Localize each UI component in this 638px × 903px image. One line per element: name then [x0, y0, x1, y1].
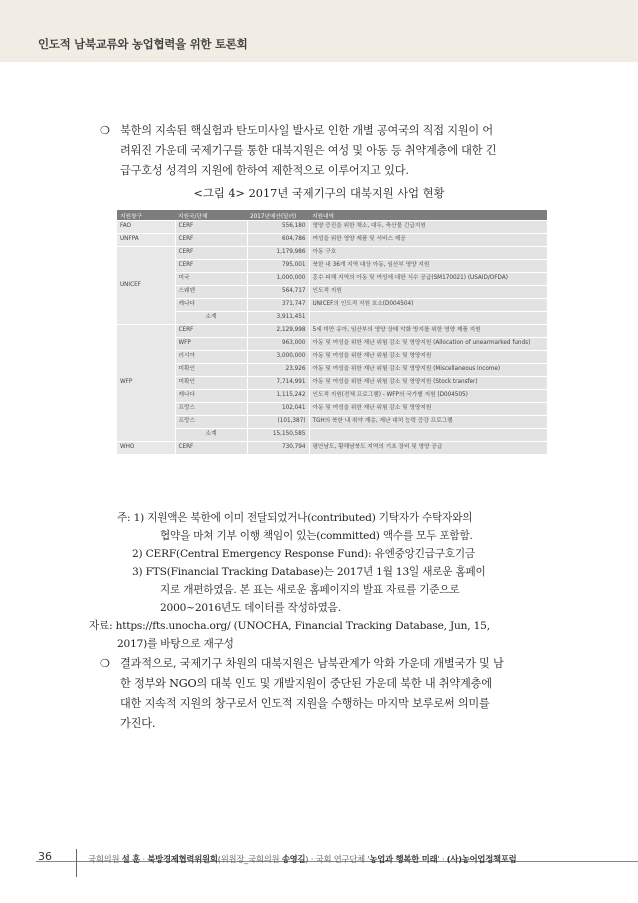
page-number: 36 [38, 850, 52, 863]
table-row [117, 273, 547, 286]
table-cell-amount: 7,714,991 [247, 377, 309, 390]
table-cell-detail: 아동 및 여성을 위한 재난 위험 감소 및 영양지원 [309, 403, 547, 416]
table-cell-donor: CERF [175, 325, 247, 338]
table-row [117, 429, 547, 442]
table-cell-detail: 아동 및 여성을 위한 재난 위험 감소 및 영양지원 [309, 351, 547, 364]
table-row [117, 338, 547, 351]
table-cell-amount: 3,911,451 [247, 312, 309, 325]
table-row [117, 390, 547, 403]
footer-text: ) · 국회 연구단체 ' [305, 854, 370, 864]
table-cell-detail: 아동 및 여성을 위한 재난 위험 감소 및 영양지원 (Allocation of unearmarked funds) [309, 338, 547, 351]
table-cell-donor: 프랑스 [175, 416, 247, 429]
table-cell-detail: TGH의 북한 내 취약 계층, 재난 대처 능력 증강 프로그램 [309, 416, 547, 429]
table-row [117, 260, 547, 273]
aid-table [117, 210, 548, 455]
table-cell-donor: 캐나다 [175, 299, 247, 312]
header-bar [0, 0, 638, 62]
table-cell-detail: 아동 및 여성을 위한 재난 위험 감소 및 영양지원 (Stock transfer) [309, 377, 547, 390]
footer-forum: (사)농어업정책포럼 [446, 854, 517, 864]
footer-divider [76, 849, 77, 877]
table-cell-detail: 홍수 피해 지역의 아동 및 여성에 대한 식수 공급(SM170021) (USAID/OFDA) [309, 273, 547, 286]
paragraph-line: 북한의 지속된 핵실험과 탄도미사일 발사로 인한 개별 공여국의 직접 지원이 어 [120, 124, 493, 137]
table-cell-amount: 564,717 [247, 286, 309, 299]
column-header: 지원내역 [309, 210, 547, 221]
table-cell-detail [309, 429, 547, 442]
footer-name: 송영길 [281, 854, 306, 864]
column-header: 2017년예산(달러) [247, 210, 309, 221]
column-header: 지원국/단체 [175, 210, 247, 221]
table-cell-donor: 캐나다 [175, 390, 247, 403]
table-row [117, 416, 547, 429]
note-line: 주: 1) 지원액은 북한에 이미 전달되었거나(contributed) 기탁자가 수탁자와의 [117, 512, 473, 524]
paragraph-conclusion [100, 654, 550, 734]
footer-committee: 북방경제협력위원회 [147, 854, 218, 864]
table-cell-detail: 아동 및 여성을 위한 재난 위험 감소 및 영양지원 (Miscellaneous income) [309, 364, 547, 377]
table-row [117, 351, 547, 364]
table-cell-amount: 604,786 [247, 234, 309, 247]
table-cell-detail: UNICEF의 인도적 지원 호소(D004504) [309, 299, 547, 312]
paragraph-line: 한 정부와 NGO의 대북 인도 및 개발지원이 중단된 가운데 북한 내 취약계층에 [120, 677, 492, 690]
footer-text: ' · [437, 854, 447, 864]
footer-group: 농업과 행복한 미래 [369, 854, 438, 864]
table-row [117, 325, 547, 338]
note-line: 협약을 마쳐 기부 이행 책임이 있는(committed) 액수를 모두 포함함. [160, 530, 473, 542]
table-header-row [117, 210, 547, 221]
table-cell-amount: 730,794 [247, 442, 309, 455]
table-cell-donor: CERF [175, 234, 247, 247]
table-cell-detail: 영양 증진을 위한 채소, 대두, 축산물 긴급지원 [309, 221, 547, 234]
table-row [117, 377, 547, 390]
paragraph-line: 대한 지속적 지원의 창구로서 인도적 지원을 수행하는 마지막 보루로써 의미를 [120, 697, 490, 710]
bullet-icon: ❍ [100, 657, 110, 670]
table-cell-amount: 15,150,585 [247, 429, 309, 442]
table-cell-donor: WFP [175, 338, 247, 351]
table-cell-donor: 미확인 [175, 377, 247, 390]
note-line: 지로 개편하였음. 본 표는 새로운 홈페이지의 발표 자료를 기준으로 [160, 584, 460, 596]
table-cell-amount: 23,926 [247, 364, 309, 377]
table-row [117, 247, 547, 260]
footer-text: · [140, 854, 148, 864]
table-cell-channel: WHO [117, 442, 175, 455]
table-row [117, 221, 547, 234]
table-cell-detail: 북한 내 36개 지역 대상 아동, 임산부 영양 지원 [309, 260, 547, 273]
table-cell-amount: (101,387) [247, 416, 309, 429]
table-cell-detail: 인도적 지원(전체 프로그램) - WFP의 국가별 지원 (D004505) [309, 390, 547, 403]
table-cell-detail [309, 312, 547, 325]
table-cell-amount: 102,041 [247, 403, 309, 416]
table-cell-detail: 인도적 지원 [309, 286, 547, 299]
table-cell-amount: 371,747 [247, 299, 309, 312]
bullet-icon: ❍ [100, 124, 110, 137]
table-cell-donor: CERF [175, 221, 247, 234]
table-row [117, 286, 547, 299]
table-cell-donor: 미확인 [175, 364, 247, 377]
table-cell-detail: 여성을 위한 영양 제품 및 서비스 제공 [309, 234, 547, 247]
table-row [117, 442, 547, 455]
footer-name: 설 훈 [121, 854, 141, 864]
table-cell-amount: 1,115,242 [247, 390, 309, 403]
column-header: 지원창구 [117, 210, 175, 221]
paragraph-intro [100, 121, 550, 181]
table-cell-donor: 소계 [175, 429, 247, 442]
note-line: 2) CERF(Central Emergency Response Fund): 유엔중앙긴급구호기금 [132, 548, 475, 560]
table-cell-amount: 2,129,998 [247, 325, 309, 338]
table-cell-amount: 3,000,000 [247, 351, 309, 364]
note-line: 2000~2016년도 데이터를 작성하였음. [160, 602, 341, 614]
table-cell-donor: 소계 [175, 312, 247, 325]
table-row [117, 403, 547, 416]
footer-credits [88, 853, 517, 865]
table-row [117, 299, 547, 312]
footer-text: 국회의원 [88, 854, 122, 864]
table-cell-donor: 미국 [175, 273, 247, 286]
table-cell-detail: 아동 구호 [309, 247, 547, 260]
table-cell-channel: UNFPA [117, 234, 175, 247]
table-cell-amount: 1,179,986 [247, 247, 309, 260]
table-cell-amount: 1,000,000 [247, 273, 309, 286]
footer-text: (위원장_국회의원 [217, 854, 282, 864]
paragraph-line: 가진다. [120, 717, 156, 730]
table-row [117, 234, 547, 247]
running-header-title: 인도적 남북교류와 농업협력을 위한 토론회 [38, 37, 248, 51]
paragraph-line: 결과적으로, 국제기구 차원의 대북지원은 남북관계가 악화 가운데 개별국가 및 남 [120, 657, 504, 670]
table-cell-channel: WFP [117, 325, 175, 442]
table-row [117, 364, 547, 377]
table-cell-detail: 5세 미만 유아, 임산부의 영양 상태 악화 방지를 위한 영양 제품 지원 [309, 325, 547, 338]
note-line: 3) FTS(Financial Tracking Database)는 2017년 1월 13일 새로운 홈페이 [132, 566, 486, 578]
table-cell-amount: 795,001 [247, 260, 309, 273]
note-line: 자료: https://fts.unocha.org/ (UNOCHA, Financial Tracking Database, Jun, 15, [89, 620, 490, 632]
table-cell-donor: 러시아 [175, 351, 247, 364]
note-line: 2017)를 바탕으로 재구성 [117, 638, 234, 650]
table-cell-donor: CERF [175, 442, 247, 455]
table-cell-detail: 평안남도, 황해남북도 지역의 기초 장비 및 영양 공급 [309, 442, 547, 455]
table-cell-donor: 스웨덴 [175, 286, 247, 299]
table-cell-channel: UNICEF [117, 247, 175, 325]
table-cell-amount: 556,180 [247, 221, 309, 234]
paragraph-line: 려워진 가운데 국제기구를 통한 대북지원은 여성 및 아동 등 취약계층에 대한 긴 [120, 144, 497, 157]
table-cell-donor: CERF [175, 260, 247, 273]
table-cell-donor: 프랑스 [175, 403, 247, 416]
table-cell-channel: FAO [117, 221, 175, 234]
table-cell-donor: CERF [175, 247, 247, 260]
paragraph-line: 급구호성 성격의 지원에 한하여 제한적으로 이루어지고 있다. [120, 164, 409, 177]
table-cell-amount: 963,000 [247, 338, 309, 351]
table-row [117, 312, 547, 325]
figure-caption: <그림 4> 2017년 국제기구의 대북지원 사업 현황 [193, 187, 445, 200]
